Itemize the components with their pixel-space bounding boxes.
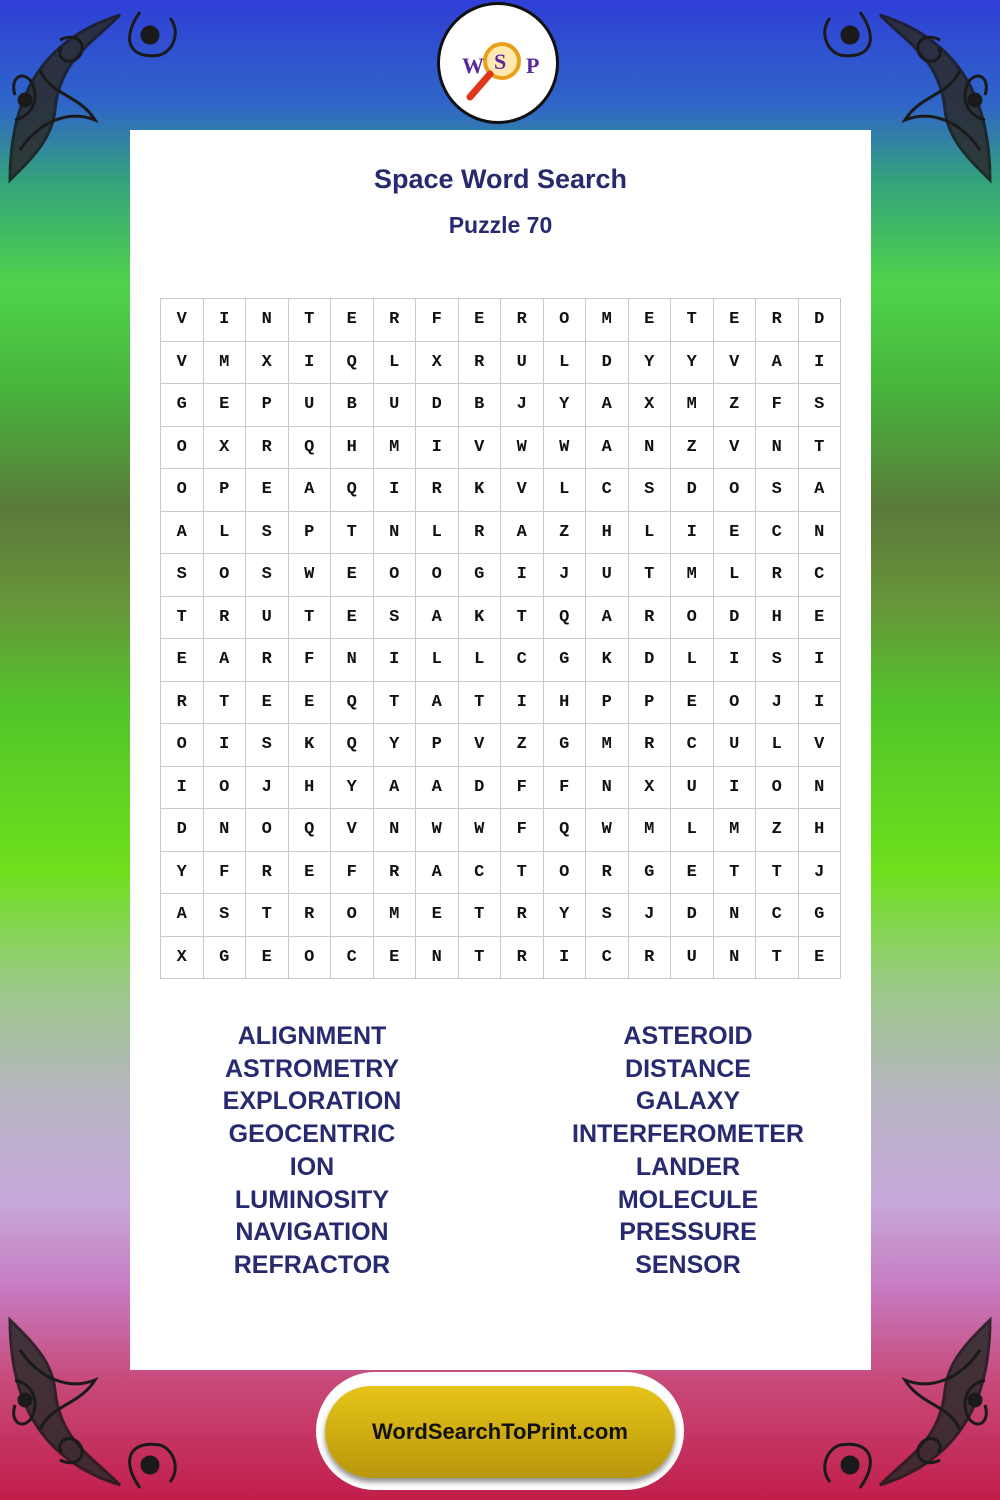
grid-cell[interactable]: E [799,597,842,640]
grid-cell[interactable]: Y [161,852,204,895]
grid-cell[interactable]: T [799,427,842,470]
grid-cell[interactable]: K [459,469,502,512]
grid-cell[interactable]: T [459,937,502,980]
grid-cell[interactable]: M [671,384,714,427]
grid-cell[interactable]: L [714,554,757,597]
grid-cell[interactable]: X [204,427,247,470]
grid-cell[interactable]: S [161,554,204,597]
grid-cell[interactable]: R [629,597,672,640]
grid-cell[interactable]: T [204,682,247,725]
grid-cell[interactable]: I [799,342,842,385]
grid-cell[interactable]: R [374,299,417,342]
grid-cell[interactable]: D [459,767,502,810]
word-list-item: ASTEROID [623,1022,753,1050]
grid-cell[interactable]: Y [629,342,672,385]
grid-cell[interactable]: P [416,724,459,767]
grid-cell[interactable]: A [416,767,459,810]
grid-cell[interactable]: V [331,809,374,852]
website-button[interactable]: WordSearchToPrint.com [325,1386,675,1478]
grid-cell[interactable]: C [586,469,629,512]
grid-cell[interactable]: R [629,937,672,980]
grid-cell[interactable]: I [799,682,842,725]
grid-cell[interactable]: U [374,384,417,427]
grid-cell[interactable]: G [799,894,842,937]
grid-cell[interactable]: G [459,554,502,597]
grid-cell[interactable]: R [756,299,799,342]
grid-cell[interactable]: L [544,469,587,512]
grid-cell[interactable]: U [586,554,629,597]
letter-grid [160,298,841,979]
magnifier-icon [440,5,556,121]
grid-cell[interactable]: Q [331,682,374,725]
grid-cell[interactable]: A [416,682,459,725]
grid-cell[interactable]: A [161,894,204,937]
grid-cell[interactable]: O [374,554,417,597]
grid-cell[interactable]: U [671,937,714,980]
grid-cell[interactable]: E [671,852,714,895]
grid-cell[interactable]: T [161,597,204,640]
grid-cell[interactable]: Q [289,809,332,852]
grid-cell[interactable]: E [799,937,842,980]
grid-cell[interactable]: S [756,639,799,682]
grid-cell[interactable]: I [204,724,247,767]
grid-cell[interactable]: G [161,384,204,427]
grid-cell[interactable]: Y [671,342,714,385]
grid-cell[interactable]: E [714,512,757,555]
grid-cell[interactable]: I [204,299,247,342]
grid-cell[interactable]: R [501,937,544,980]
word-list-item: ION [289,1152,335,1181]
grid-cell[interactable]: H [331,427,374,470]
grid-cell[interactable]: T [459,682,502,725]
grid-cell[interactable]: O [204,554,247,597]
grid-cell[interactable]: I [161,767,204,810]
grid-cell[interactable]: R [501,894,544,937]
grid-cell[interactable]: C [756,894,799,937]
grid-cell[interactable]: O [331,894,374,937]
grid-cell[interactable]: J [544,554,587,597]
grid-cell[interactable]: W [416,809,459,852]
grid-cell[interactable]: D [161,809,204,852]
grid-cell[interactable]: L [671,639,714,682]
grid-cell[interactable]: T [246,894,289,937]
grid-cell[interactable]: W [501,427,544,470]
word-list-item: LUMINOSITY [234,1185,390,1214]
grid-cell[interactable]: N [416,937,459,980]
grid-cell[interactable]: F [289,639,332,682]
grid-cell[interactable]: N [374,512,417,555]
grid-cell[interactable]: C [501,639,544,682]
grid-cell[interactable]: A [586,384,629,427]
grid-cell[interactable]: T [756,937,799,980]
grid-cell[interactable]: J [799,852,842,895]
grid-cell[interactable]: B [459,384,502,427]
word-list-item: ASTROMETRY [224,1054,400,1083]
grid-cell[interactable]: A [289,469,332,512]
grid-cell[interactable]: R [586,852,629,895]
grid-cell[interactable]: X [416,342,459,385]
grid-cell[interactable]: Z [544,512,587,555]
grid-cell[interactable]: V [714,427,757,470]
grid-cell[interactable]: J [629,894,672,937]
grid-cell[interactable]: T [374,682,417,725]
grid-cell[interactable]: R [459,512,502,555]
grid-cell[interactable]: I [374,639,417,682]
grid-cell[interactable]: M [671,554,714,597]
grid-cell[interactable]: R [204,597,247,640]
grid-cell[interactable]: K [586,639,629,682]
grid-cell[interactable]: I [374,469,417,512]
logo-letter: S [494,49,507,74]
grid-cell[interactable]: I [671,512,714,555]
grid-cell[interactable]: S [586,894,629,937]
grid-cell[interactable]: M [374,894,417,937]
grid-cell[interactable]: F [416,299,459,342]
grid-cell[interactable]: A [586,427,629,470]
grid-cell[interactable]: M [586,724,629,767]
grid-cell[interactable]: O [544,852,587,895]
grid-cell[interactable]: T [459,894,502,937]
word-list-item: MOLECULE [617,1185,759,1214]
grid-cell[interactable]: I [501,554,544,597]
grid-cell[interactable]: I [799,639,842,682]
grid-cell[interactable]: T [289,597,332,640]
grid-cell[interactable]: L [629,512,672,555]
grid-cell[interactable]: V [714,342,757,385]
grid-cell[interactable]: X [629,767,672,810]
word-list-item: GEOCENTRIC [228,1120,396,1149]
grid-cell[interactable]: O [204,767,247,810]
grid-cell[interactable]: M [204,342,247,385]
grid-cell[interactable]: X [629,384,672,427]
grid-cell[interactable]: Q [331,724,374,767]
grid-cell[interactable]: E [714,299,757,342]
grid-cell[interactable]: S [629,469,672,512]
grid-cell[interactable]: F [501,809,544,852]
grid-cell[interactable]: E [331,299,374,342]
grid-cell[interactable]: L [204,512,247,555]
grid-cell[interactable]: Z [714,384,757,427]
grid-cell[interactable]: M [586,299,629,342]
grid-cell[interactable]: Y [544,384,587,427]
grid-cell[interactable]: D [714,597,757,640]
grid-cell[interactable]: P [246,384,289,427]
grid-cell[interactable]: W [544,427,587,470]
grid-cell[interactable]: R [629,724,672,767]
word-list-left [127,1020,497,1282]
grid-cell[interactable]: N [629,427,672,470]
grid-cell[interactable]: V [459,427,502,470]
grid-cell[interactable]: E [459,299,502,342]
grid-cell[interactable]: W [586,809,629,852]
grid-cell[interactable]: Y [544,894,587,937]
grid-cell[interactable]: R [246,639,289,682]
grid-cell[interactable]: N [714,894,757,937]
grid-cell[interactable]: P [586,682,629,725]
grid-cell[interactable]: T [501,597,544,640]
grid-cell[interactable]: P [289,512,332,555]
grid-cell[interactable]: N [374,809,417,852]
grid-cell[interactable]: E [629,299,672,342]
grid-cell[interactable]: E [289,682,332,725]
grid-cell[interactable]: D [671,894,714,937]
puzzle-title: Space Word Search [373,164,628,194]
grid-cell[interactable]: T [671,299,714,342]
grid-cell[interactable]: G [544,724,587,767]
puzzle-number: Puzzle 70 [448,212,553,238]
grid-cell[interactable]: E [671,682,714,725]
grid-cell[interactable]: E [289,852,332,895]
word-list-item: INTERFEROMETER [572,1120,804,1149]
grid-cell[interactable]: N [204,809,247,852]
grid-cell[interactable]: S [799,384,842,427]
grid-cell[interactable]: A [799,469,842,512]
grid-cell[interactable]: E [246,682,289,725]
grid-cell[interactable]: V [459,724,502,767]
word-list-item: GALAXY [635,1087,741,1116]
grid-cell[interactable]: D [671,469,714,512]
word-list-item: PRESSURE [619,1218,757,1247]
grid-cell[interactable]: T [501,852,544,895]
grid-cell[interactable]: A [586,597,629,640]
grid-cell[interactable]: K [289,724,332,767]
grid-cell[interactable]: F [331,852,374,895]
grid-cell[interactable]: H [756,597,799,640]
grid-cell[interactable]: M [374,427,417,470]
word-list-item: DISTANCE [625,1054,751,1083]
grid-cell[interactable]: R [756,554,799,597]
grid-cell[interactable]: C [756,512,799,555]
grid-cell[interactable]: N [714,937,757,980]
grid-cell[interactable]: H [544,682,587,725]
grid-cell[interactable]: O [161,427,204,470]
grid-cell[interactable]: S [246,512,289,555]
grid-cell[interactable]: A [756,342,799,385]
grid-cell[interactable]: O [671,597,714,640]
grid-cell[interactable]: J [756,682,799,725]
word-list-item: ALIGNMENT [237,1022,387,1050]
grid-cell[interactable]: T [756,852,799,895]
grid-cell[interactable]: T [714,852,757,895]
grid-cell[interactable]: K [459,597,502,640]
word-list-item: EXPLORATION [222,1087,402,1116]
grid-cell[interactable]: V [501,469,544,512]
grid-cell[interactable]: W [459,809,502,852]
grid-cell[interactable]: U [714,724,757,767]
word-list-item: LANDER [635,1152,741,1181]
grid-cell[interactable]: N [246,299,289,342]
grid-cell[interactable]: J [246,767,289,810]
grid-cell[interactable]: Q [331,342,374,385]
grid-cell[interactable]: P [204,469,247,512]
grid-cell[interactable]: O [161,469,204,512]
grid-cell[interactable]: L [416,512,459,555]
grid-cell[interactable]: N [799,767,842,810]
grid-cell[interactable]: S [246,554,289,597]
grid-cell[interactable]: X [161,937,204,980]
grid-cell[interactable]: R [246,427,289,470]
grid-cell[interactable]: A [501,512,544,555]
grid-cell[interactable]: R [374,852,417,895]
grid-cell[interactable]: C [799,554,842,597]
puzzle-sheet [130,130,871,1370]
grid-cell[interactable]: R [416,469,459,512]
word-list-item: SENSOR [635,1250,741,1279]
grid-cell[interactable]: R [501,299,544,342]
grid-cell[interactable]: O [756,767,799,810]
word-list-item: NAVIGATION [235,1218,389,1247]
grid-cell[interactable]: R [459,342,502,385]
grid-cell[interactable]: F [544,767,587,810]
grid-cell[interactable]: O [714,682,757,725]
grid-cell[interactable]: L [671,809,714,852]
grid-cell[interactable]: I [416,427,459,470]
grid-cell[interactable]: Q [544,597,587,640]
grid-cell[interactable]: C [331,937,374,980]
grid-cell[interactable]: A [161,512,204,555]
grid-cell[interactable]: O [289,937,332,980]
grid-cell[interactable]: D [416,384,459,427]
site-logo[interactable] [437,2,559,124]
grid-cell[interactable]: N [586,767,629,810]
grid-cell[interactable]: S [374,597,417,640]
grid-cell[interactable]: O [416,554,459,597]
grid-cell[interactable]: L [416,639,459,682]
grid-cell[interactable]: Q [544,809,587,852]
grid-cell[interactable]: G [204,937,247,980]
grid-cell[interactable]: E [374,937,417,980]
grid-cell[interactable]: A [204,639,247,682]
grid-cell[interactable]: N [756,427,799,470]
grid-cell[interactable]: A [374,767,417,810]
grid-cell[interactable]: U [671,767,714,810]
grid-cell[interactable]: M [629,809,672,852]
grid-cell[interactable]: H [799,809,842,852]
grid-cell[interactable]: G [629,852,672,895]
grid-cell[interactable]: S [756,469,799,512]
grid-cell[interactable]: A [416,852,459,895]
grid-cell[interactable]: U [289,384,332,427]
grid-cell[interactable]: H [289,767,332,810]
grid-cell[interactable]: U [501,342,544,385]
grid-cell[interactable]: Y [374,724,417,767]
grid-cell[interactable]: W [289,554,332,597]
grid-cell[interactable]: E [246,937,289,980]
grid-cell[interactable]: V [161,299,204,342]
grid-cell[interactable]: L [756,724,799,767]
grid-cell[interactable]: H [586,512,629,555]
grid-cell[interactable]: Z [671,427,714,470]
grid-cell[interactable]: D [799,299,842,342]
grid-cell[interactable]: S [246,724,289,767]
grid-cell[interactable]: O [161,724,204,767]
grid-cell[interactable]: R [246,852,289,895]
word-list-right [503,1020,873,1282]
grid-cell[interactable]: I [714,767,757,810]
grid-cell[interactable]: N [799,512,842,555]
grid-cell[interactable]: Y [331,767,374,810]
grid-cell[interactable]: E [331,597,374,640]
grid-cell[interactable]: I [289,342,332,385]
grid-cell[interactable]: T [629,554,672,597]
logo-letter: W [462,53,484,78]
grid-cell[interactable]: P [629,682,672,725]
grid-cell[interactable]: L [459,639,502,682]
grid-cell[interactable]: M [714,809,757,852]
grid-cell[interactable]: T [331,512,374,555]
grid-cell[interactable]: Q [331,469,374,512]
grid-cell[interactable]: F [501,767,544,810]
grid-cell[interactable]: V [799,724,842,767]
grid-cell[interactable]: C [586,937,629,980]
grid-cell[interactable]: T [289,299,332,342]
grid-cell[interactable]: L [544,342,587,385]
grid-cell[interactable]: I [501,682,544,725]
grid-cell[interactable]: Z [501,724,544,767]
grid-cell[interactable]: I [714,639,757,682]
word-list-item: REFRACTOR [233,1250,391,1279]
grid-cell[interactable]: R [289,894,332,937]
grid-cell[interactable]: O [544,299,587,342]
grid-cell[interactable]: C [671,724,714,767]
grid-cell[interactable]: S [204,894,247,937]
grid-cell[interactable]: E [204,384,247,427]
grid-cell[interactable]: D [629,639,672,682]
grid-cell[interactable]: J [501,384,544,427]
grid-cell[interactable]: C [459,852,502,895]
logo-letter: P [526,53,540,78]
grid-cell[interactable]: E [331,554,374,597]
grid-cell[interactable]: E [161,639,204,682]
grid-cell[interactable]: V [161,342,204,385]
grid-cell[interactable]: F [204,852,247,895]
grid-cell[interactable]: E [246,469,289,512]
grid-cell[interactable]: A [416,597,459,640]
grid-cell[interactable]: X [246,342,289,385]
grid-cell[interactable]: F [756,384,799,427]
grid-cell[interactable]: U [246,597,289,640]
grid-cell[interactable]: O [246,809,289,852]
grid-cell[interactable]: L [374,342,417,385]
grid-cell[interactable]: O [714,469,757,512]
grid-cell[interactable]: G [544,639,587,682]
grid-cell[interactable]: Q [289,427,332,470]
grid-cell[interactable]: N [331,639,374,682]
grid-cell[interactable]: B [331,384,374,427]
grid-cell[interactable]: I [544,937,587,980]
grid-cell[interactable]: D [586,342,629,385]
grid-cell[interactable]: R [161,682,204,725]
grid-cell[interactable]: Z [756,809,799,852]
grid-cell[interactable]: E [416,894,459,937]
